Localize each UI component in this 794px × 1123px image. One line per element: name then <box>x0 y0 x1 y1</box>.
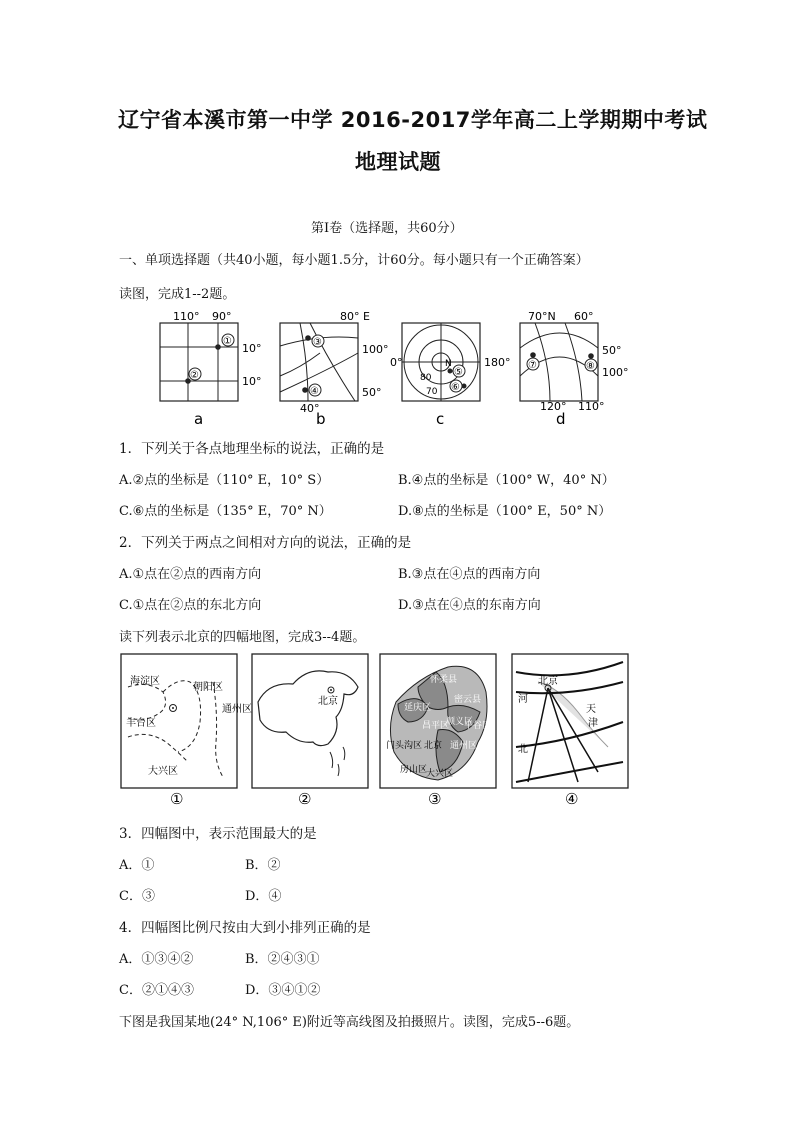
svg-text:100°: 100° <box>362 343 389 356</box>
svg-text:平谷区: 平谷区 <box>464 721 492 731</box>
svg-text:朝阳区: 朝阳区 <box>193 682 223 693</box>
svg-text:津: 津 <box>588 718 598 729</box>
figure2-beijing-maps <box>118 652 633 810</box>
svg-text:10°: 10° <box>242 342 262 355</box>
q2-option-b[interactable]: B.③点在④点的西南方向 <box>398 567 541 582</box>
svg-text:70: 70 <box>426 387 438 397</box>
svg-text:北京: 北京 <box>424 741 443 751</box>
grid-d <box>520 310 629 413</box>
grid-c <box>390 323 511 401</box>
q2-option-a[interactable]: A.①点在②点的西南方向 <box>119 567 262 582</box>
svg-text:顺义区: 顺义区 <box>446 717 474 727</box>
svg-text:c: c <box>436 410 445 428</box>
q4-option-b[interactable]: B．②④③① <box>245 952 320 967</box>
svg-text:北京: 北京 <box>538 676 558 687</box>
svg-text:60°: 60° <box>574 310 594 323</box>
svg-text:北: 北 <box>518 744 528 755</box>
svg-text:北京: 北京 <box>318 696 338 707</box>
svg-text:180°: 180° <box>484 356 511 369</box>
svg-text:延庆区: 延庆区 <box>404 703 432 713</box>
svg-text:海淀区: 海淀区 <box>130 676 160 687</box>
svg-text:密云县: 密云县 <box>454 695 482 705</box>
grid-b <box>280 310 389 415</box>
figure1-coordinate-grids <box>150 308 645 428</box>
q3-option-d[interactable]: D．④ <box>245 889 282 904</box>
q3-option-a[interactable]: A．① <box>119 858 155 873</box>
svg-text:0°: 0° <box>390 356 403 369</box>
q4-option-a[interactable]: A．①③④② <box>119 952 194 967</box>
svg-text:①: ① <box>223 336 232 347</box>
section-heading: 第Ⅰ卷（选择题，共60分） <box>311 221 463 236</box>
beijing-map-3 <box>380 654 496 788</box>
svg-text:90°: 90° <box>212 310 232 323</box>
svg-text:③: ③ <box>313 337 322 348</box>
svg-text:110°: 110° <box>578 400 605 413</box>
beijing-map-4 <box>512 654 628 788</box>
svg-text:②: ② <box>190 370 199 381</box>
beijing-map-2 <box>252 654 368 788</box>
svg-text:④: ④ <box>565 790 579 808</box>
svg-text:a: a <box>194 410 204 428</box>
svg-text:丰台区: 丰台区 <box>126 718 156 729</box>
beijing-map-1 <box>121 654 252 788</box>
svg-text:80° E: 80° E <box>340 310 370 323</box>
svg-text:⑤: ⑤ <box>454 367 463 378</box>
doc-title-line1: 辽宁省本溪市第一中学 2016-2017学年高二上学期期中考试 <box>118 108 708 132</box>
q4-stem: 4．四幅图比例尺按由大到小排列正确的是 <box>119 920 371 936</box>
svg-text:80: 80 <box>420 373 432 383</box>
svg-text:d: d <box>556 410 566 428</box>
svg-text:100°: 100° <box>602 366 629 379</box>
svg-text:50°: 50° <box>602 344 622 357</box>
svg-text:通州区: 通州区 <box>222 704 252 715</box>
svg-text:40°: 40° <box>300 402 320 415</box>
svg-text:房山区: 房山区 <box>400 765 428 775</box>
q2-option-d[interactable]: D.③点在④点的东南方向 <box>398 598 541 613</box>
svg-text:70°N: 70°N <box>528 310 556 323</box>
q1-option-a[interactable]: A.②点的坐标是（110° E，10° S） <box>119 473 330 488</box>
q3-option-c[interactable]: C．③ <box>119 889 155 904</box>
svg-text:10°: 10° <box>242 375 262 388</box>
grid-a <box>160 310 262 401</box>
svg-text:河: 河 <box>518 694 528 705</box>
svg-text:N: N <box>445 359 452 369</box>
read-instruction-3: 下图是我国某地(24° N,106° E)附近等高线图及拍摄照片。读图，完成5--6题。 <box>119 1015 580 1030</box>
q4-option-c[interactable]: C．②①④③ <box>119 983 194 998</box>
q1-option-d[interactable]: D.⑧点的坐标是（100° E，50° N） <box>398 504 612 519</box>
svg-text:110°: 110° <box>173 310 200 323</box>
svg-text:通州区: 通州区 <box>450 741 478 751</box>
svg-text:大兴区: 大兴区 <box>148 766 178 777</box>
svg-text:b: b <box>316 410 326 428</box>
read-instruction-2: 读下列表示北京的四幅地图，完成3--4题。 <box>119 630 366 645</box>
read-instruction-1: 读图，完成1--2题。 <box>119 287 236 302</box>
svg-text:天: 天 <box>586 704 596 715</box>
svg-text:⑦: ⑦ <box>528 360 537 371</box>
svg-text:④: ④ <box>310 386 319 397</box>
svg-text:昌平区: 昌平区 <box>422 721 450 731</box>
svg-text:门头沟区: 门头沟区 <box>386 741 423 751</box>
svg-text:120°: 120° <box>540 400 567 413</box>
svg-text:怀柔县: 怀柔县 <box>430 675 458 685</box>
svg-text:50°: 50° <box>362 386 382 399</box>
q1-option-b[interactable]: B.④点的坐标是（100° W，40° N） <box>398 473 615 488</box>
svg-text:②: ② <box>298 790 312 808</box>
part-instruction: 一、单项选择题（共40小题，每小题1.5分，计60分。每小题只有一个正确答案） <box>119 253 589 268</box>
doc-title-line2: 地理试题 <box>355 150 441 174</box>
svg-text:③: ③ <box>428 790 442 808</box>
q4-option-d[interactable]: D．③④①② <box>245 983 321 998</box>
q1-stem: 1．下列关于各点地理坐标的说法，正确的是 <box>119 441 385 457</box>
q2-option-c[interactable]: C.①点在②点的东北方向 <box>119 598 262 613</box>
q3-option-b[interactable]: B．② <box>245 858 281 873</box>
svg-text:⑧: ⑧ <box>586 361 595 372</box>
svg-text:①: ① <box>170 790 184 808</box>
svg-text:大兴区: 大兴区 <box>426 769 454 779</box>
q1-option-c[interactable]: C.⑥点的坐标是（135° E，70° N） <box>119 504 332 519</box>
svg-text:⑥: ⑥ <box>451 382 460 393</box>
q3-stem: 3．四幅图中，表示范围最大的是 <box>119 826 317 842</box>
q2-stem: 2．下列关于两点之间相对方向的说法，正确的是 <box>119 535 412 551</box>
